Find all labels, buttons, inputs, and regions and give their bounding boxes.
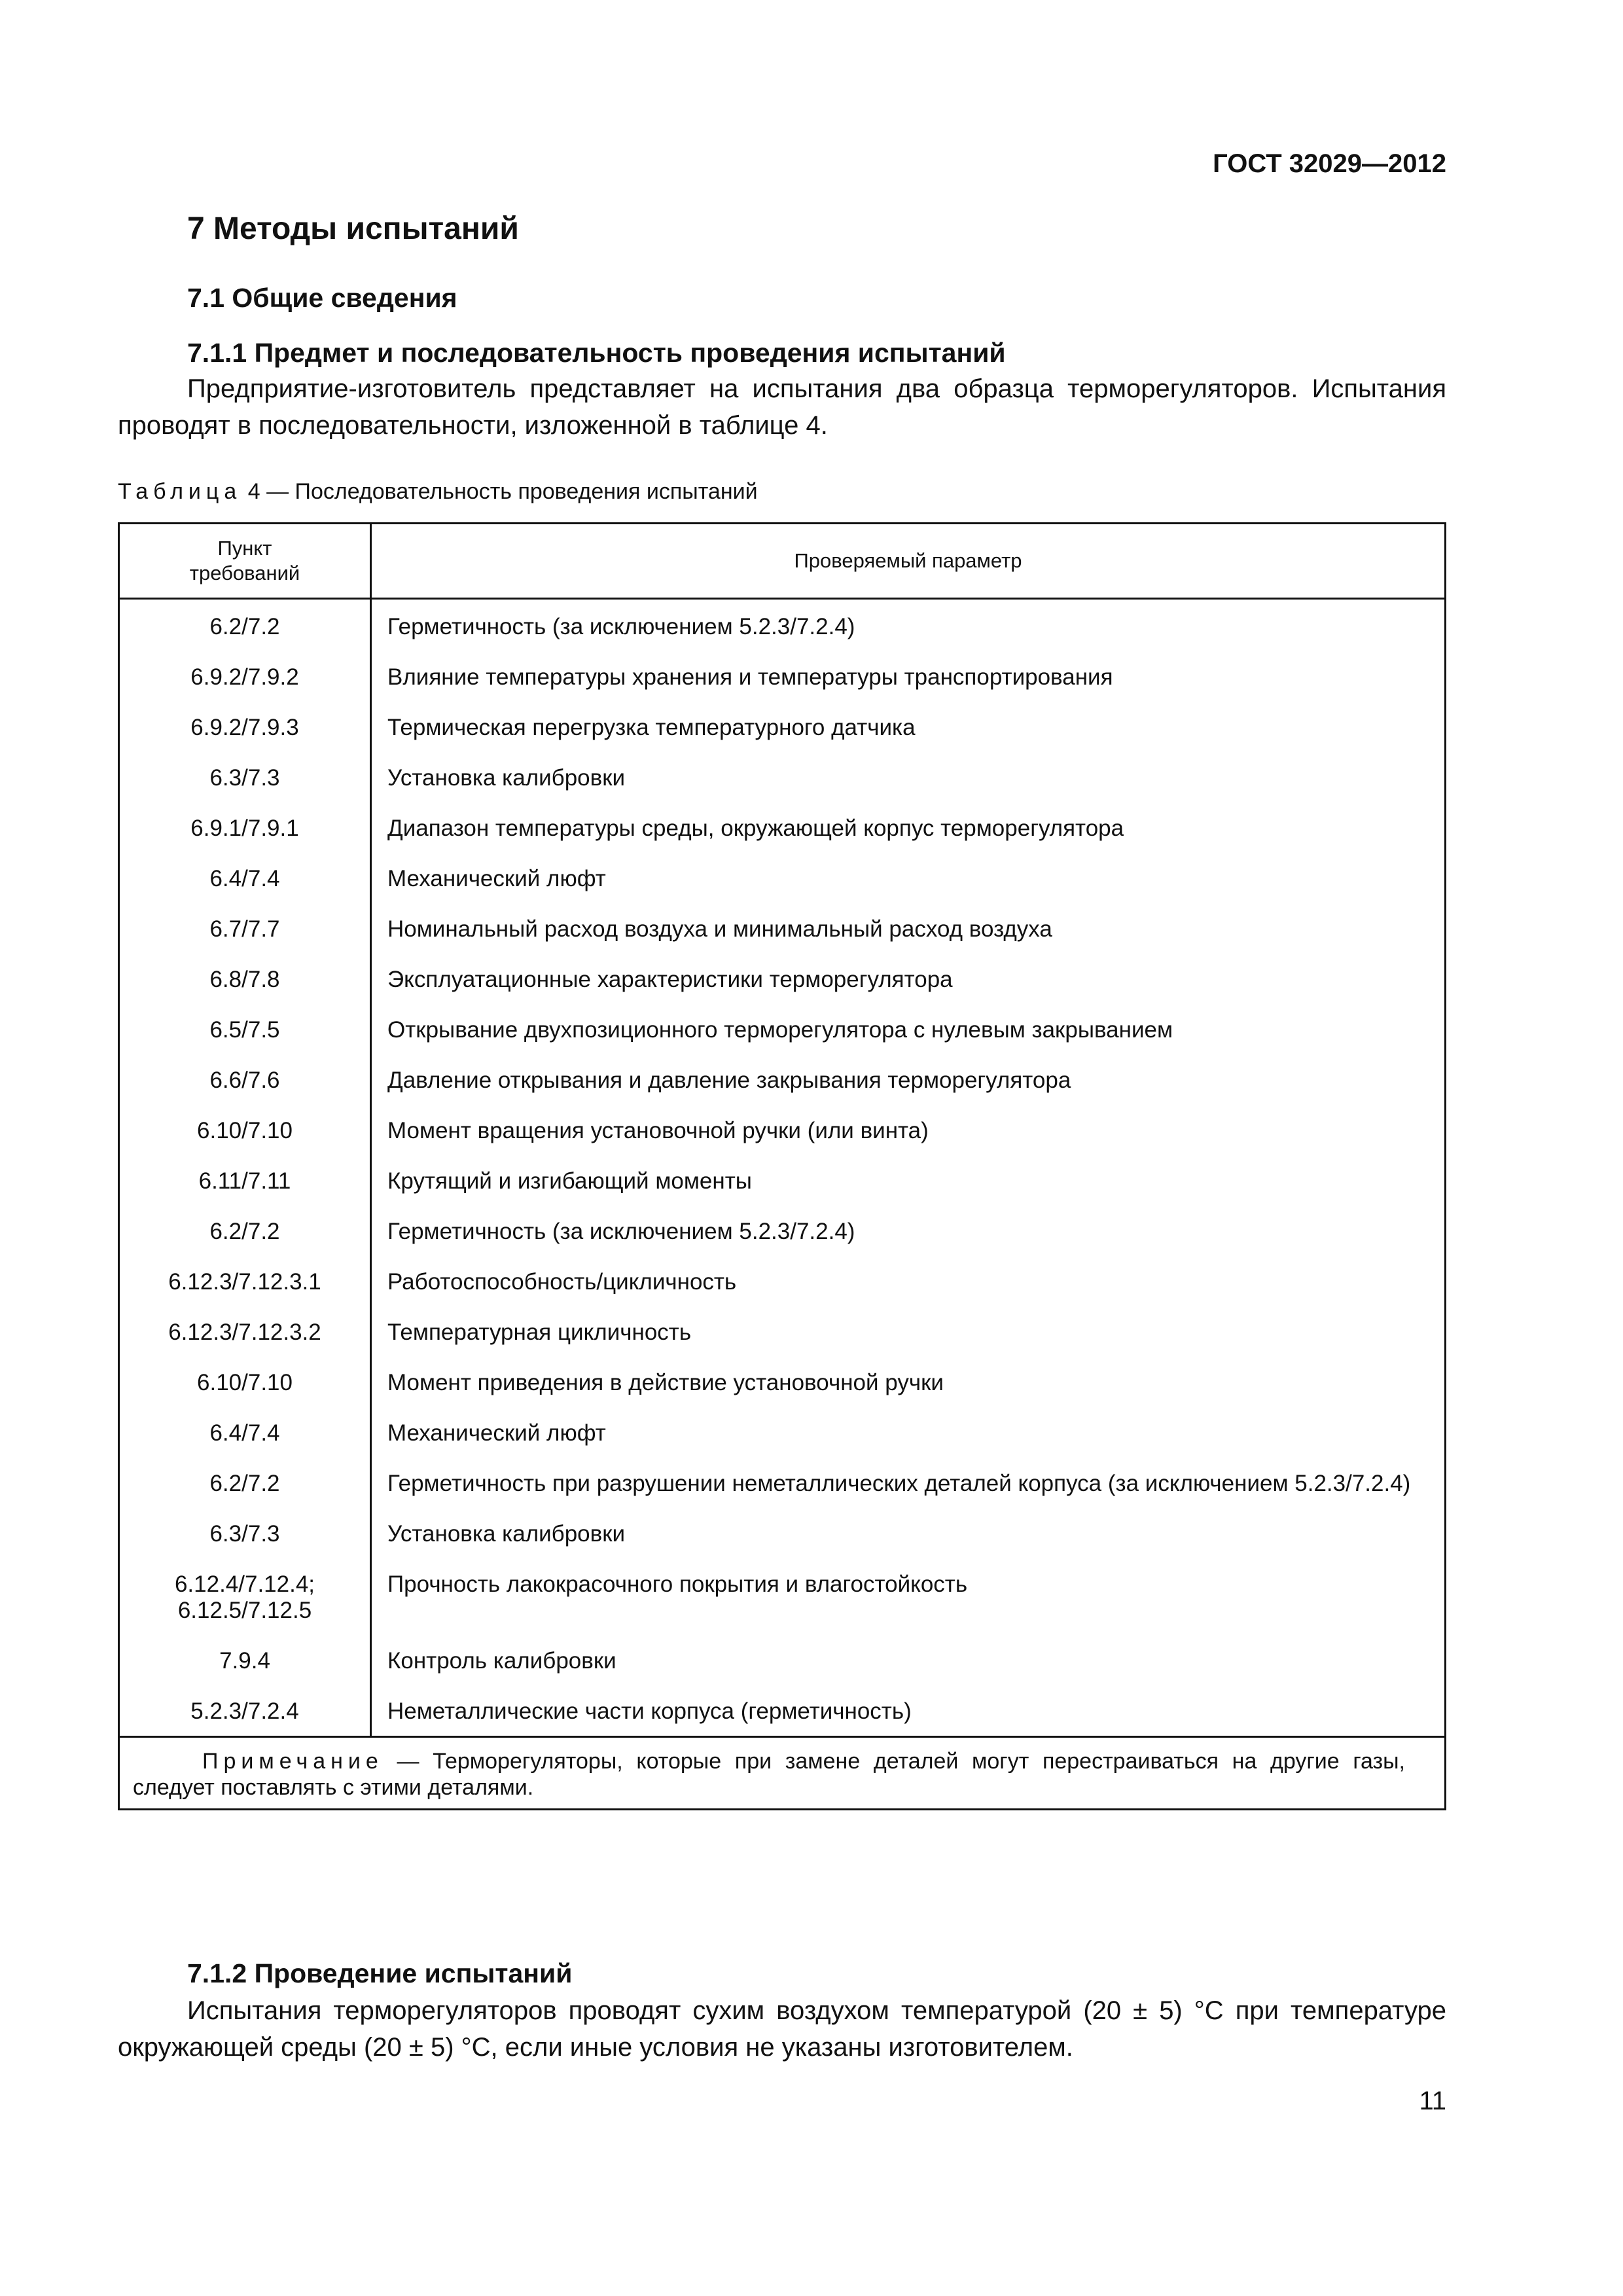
cell-parameter: Контроль калибровки — [387, 1648, 616, 1674]
cell-requirement-item: 6.12.4/7.12.4; 6.12.5/7.12.5 — [120, 1558, 372, 1635]
cell-parameter: Открывание двухпозиционного терморегулятора с нулевым закрыванием — [387, 1017, 1173, 1043]
note-label: Примечание — [202, 1749, 383, 1774]
cell-requirement-item: 6.10/7.10 — [120, 1105, 372, 1155]
table-row — [120, 1105, 1444, 1155]
cell-parameter: Момент вращения установочной ручки (или винта) — [387, 1118, 929, 1143]
table-header-row — [120, 524, 1444, 600]
cell-requirement-item: 7.9.4 — [120, 1635, 372, 1685]
col-header-parameter: Проверяемый параметр — [794, 549, 1022, 572]
table-row — [120, 802, 1444, 853]
cell-parameter: Герметичность (за исключением 5.2.3/7.2.4) — [387, 1219, 855, 1244]
table-row — [120, 651, 1444, 702]
table-row — [120, 702, 1444, 752]
table-row — [120, 600, 1444, 651]
table-row — [120, 1407, 1444, 1458]
cell-requirement-item: 6.12.3/7.12.3.2 — [120, 1306, 372, 1357]
table-row — [120, 1357, 1444, 1407]
cell-parameter: Установка калибровки — [387, 1521, 626, 1547]
cell-parameter: Диапазон температуры среды, окружающей корпус терморегулятора — [387, 816, 1124, 841]
table-row — [120, 1558, 1444, 1635]
cell-requirement-item: 6.7/7.7 — [120, 903, 372, 954]
table-row — [120, 954, 1444, 1004]
col-header-item: Пункт требований — [120, 524, 372, 598]
cell-requirement-item: 6.2/7.2 — [120, 600, 372, 651]
section-title: 7 Методы испытаний — [187, 211, 519, 246]
table-row — [120, 1306, 1444, 1357]
paragraph-7-1-2: Испытания терморегуляторов проводят сухим воздухом температурой (20 ± 5) °С при температуре окружающей среды (20 ± 5) °С, если иные условия не указаны изготовителем. — [118, 1996, 1446, 2062]
table-row — [120, 1508, 1444, 1558]
cell-requirement-item: 6.9.1/7.9.1 — [120, 802, 372, 853]
table-row — [120, 1054, 1444, 1105]
cell-parameter: Температурная цикличность — [387, 1319, 692, 1345]
cell-parameter: Неметаллические части корпуса (герметичность) — [387, 1698, 912, 1724]
table-row — [120, 1004, 1444, 1054]
table-row — [120, 1206, 1444, 1256]
cell-requirement-item: 6.11/7.11 — [120, 1155, 372, 1206]
document-header: ГОСТ 32029—2012 — [1213, 149, 1446, 178]
cell-requirement-item: 6.9.2/7.9.2 — [120, 651, 372, 702]
cell-requirement-item: 6.3/7.3 — [120, 1508, 372, 1558]
cell-parameter: Эксплуатационные характеристики терморегулятора — [387, 967, 953, 992]
cell-requirement-item: 6.4/7.4 — [120, 1407, 372, 1458]
cell-requirement-item: 6.2/7.2 — [120, 1206, 372, 1256]
note-text: — Терморегуляторы, которые при замене деталей могут перестраиваться на другие газы, следует поставлять с этими деталями. — [133, 1749, 1405, 1800]
cell-parameter: Механический люфт — [387, 1420, 606, 1446]
cell-requirement-item: 6.4/7.4 — [120, 853, 372, 903]
cell-parameter: Крутящий и изгибающий моменты — [387, 1168, 752, 1194]
table-row — [120, 1635, 1444, 1685]
cell-parameter: Герметичность (за исключением 5.2.3/7.2.4) — [387, 614, 855, 639]
cell-requirement-item: 6.8/7.8 — [120, 954, 372, 1004]
item-title-7-1-1: 7.1.1 Предмет и последовательность проведения испытаний — [187, 338, 1006, 368]
item-title-7-1-2: 7.1.2 Проведение испытаний — [187, 1958, 573, 1988]
cell-requirement-item: 6.6/7.6 — [120, 1054, 372, 1105]
table-row — [120, 1256, 1444, 1306]
table-caption-label: Таблица — [118, 479, 242, 504]
cell-parameter: Термическая перегрузка температурного датчика — [387, 715, 916, 740]
cell-parameter: Механический люфт — [387, 866, 606, 891]
test-sequence-table — [118, 522, 1446, 1810]
table-row — [120, 1155, 1444, 1206]
table-row — [120, 752, 1444, 802]
page-number: 11 — [1419, 2087, 1446, 2115]
table-row — [120, 903, 1444, 954]
cell-requirement-item: 6.9.2/7.9.3 — [120, 702, 372, 752]
cell-parameter: Герметичность при разрушении неметаллических деталей корпуса (за исключением 5.2.3/7.2.4) — [387, 1471, 1411, 1496]
cell-requirement-item: 6.12.3/7.12.3.1 — [120, 1256, 372, 1306]
cell-parameter: Влияние температуры хранения и температуры транспортирования — [387, 664, 1113, 690]
cell-parameter: Установка калибровки — [387, 765, 626, 791]
table-row — [120, 1685, 1444, 1736]
cell-parameter: Момент приведения в действие установочной ручки — [387, 1370, 944, 1395]
cell-parameter: Работоспособность/цикличность — [387, 1269, 737, 1295]
cell-requirement-item: 5.2.3/7.2.4 — [120, 1685, 372, 1736]
cell-parameter: Давление открывания и давление закрывания терморегулятора — [387, 1067, 1071, 1093]
table-body — [120, 600, 1444, 1736]
paragraph-7-1-1: Предприятие-изготовитель представляет на испытания два образца терморегуляторов. Испытания проводят в последовательности, изложенной в таблице 4. — [118, 374, 1446, 440]
subsection-title: 7.1 Общие сведения — [187, 283, 457, 313]
cell-requirement-item: 6.2/7.2 — [120, 1458, 372, 1508]
cell-requirement-item: 6.3/7.3 — [120, 752, 372, 802]
cell-parameter: Номинальный расход воздуха и минимальный расход воздуха — [387, 916, 1052, 942]
table-caption — [118, 479, 758, 505]
table-row — [120, 853, 1444, 903]
cell-parameter: Прочность лакокрасочного покрытия и влагостойкость — [387, 1571, 968, 1597]
table-caption-text: 4 — Последовательность проведения испытаний — [241, 479, 758, 504]
table-note — [120, 1736, 1444, 1808]
cell-requirement-item: 6.5/7.5 — [120, 1004, 372, 1054]
cell-requirement-item: 6.10/7.10 — [120, 1357, 372, 1407]
table-row — [120, 1458, 1444, 1508]
